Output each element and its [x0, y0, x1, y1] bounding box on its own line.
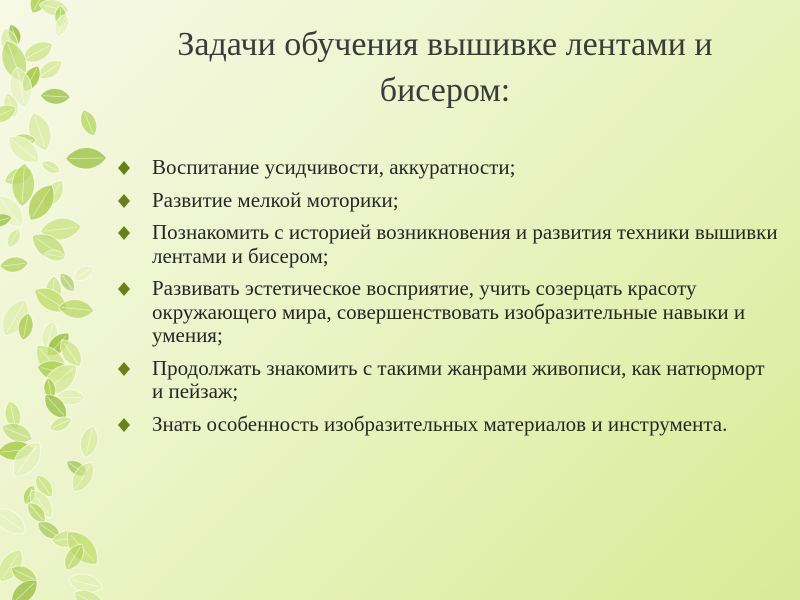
list-item: [118, 277, 778, 348]
list-item-text: Воспитание усидчивости, аккуратности;: [152, 155, 516, 179]
diamond-bullet-icon: [118, 194, 130, 208]
list-item-text: Знать особенность изобразительных материалов и инструмента.: [152, 411, 728, 436]
diamond-bullet-icon: [118, 226, 130, 240]
list-item-text: Развитие мелкой моторики;: [152, 187, 399, 212]
list-item-text: Познакомить с историей возникновения и развития техники вышивки лентами и бисером;: [152, 220, 778, 268]
list-item: [118, 156, 778, 180]
diamond-bullet-icon: [118, 282, 130, 296]
list-item: [118, 221, 778, 268]
slide-title: Задачи обучения вышивке лентами и бисером:: [177, 26, 713, 109]
leaf-vein: [70, 158, 103, 159]
list-item: [118, 357, 778, 404]
diamond-bullet-icon: [118, 362, 130, 376]
list-item-text: Развивать эстетическое восприятие, учить созерцать красоту окружающего мира, совершенствовать изобразительные навыки и умения;: [152, 276, 746, 347]
leaf-shape: [0, 502, 31, 540]
diamond-bullet-icon: [118, 161, 130, 175]
list-item-text: Продолжать знакомить с такими жанрами живописи, как натюрморт и пейзаж;: [152, 355, 765, 403]
diamond-bullet-icon: [118, 418, 130, 432]
list-item: [118, 189, 778, 213]
bullet-list: [118, 156, 778, 445]
list-item: [118, 413, 778, 437]
